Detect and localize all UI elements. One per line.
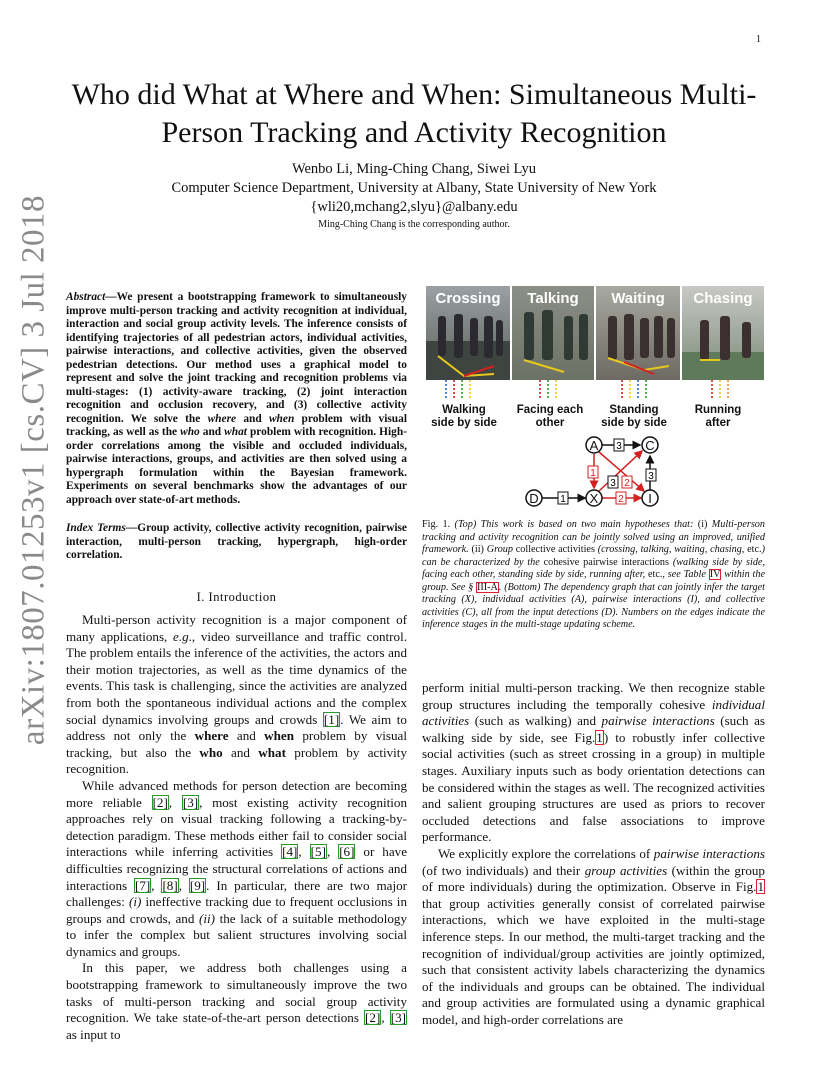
table-link[interactable]: IV: [709, 569, 721, 580]
abstract-who: who: [180, 426, 200, 438]
dependency-graph: [526, 437, 658, 506]
paragraph: perform initial multi-person tracking. We then recognize stable group structures including the temporally cohesive individual activities (such as walking) and pairwise interactions (such as walking side by side, see Fig.1) to robustly infer collective social activities (such as street crossing in a group) in multiple stages. Auxiliary inputs such as body orientation detections can be considered within the stages as well. The recognized activities and salient grouping structures are used as priors to recover occluded detections and false associations to improve performance.: [422, 680, 765, 845]
activity-label: Walking: [442, 404, 486, 416]
section-link[interactable]: III-A: [476, 581, 498, 593]
citation-link[interactable]: [9]: [189, 877, 206, 893]
abstract: [66, 291, 407, 507]
abstract-lead: Abstract: [66, 291, 106, 303]
panel-title: Chasing: [693, 290, 753, 307]
activity-label: Running: [694, 404, 742, 416]
abstract-and: and: [236, 412, 269, 425]
edge-label: 3: [616, 441, 622, 452]
figure-caption: Fig. 1. (Top) This work is based on two main hypotheses that: (i) Multi-person tracking and activity recognition can be jointly solved using an improved, unified framework. (ii) Group collective activities (crossing, talking, waiting, chasing, etc.) can be characterized by the cohesive pairwise interactions (walking side by side, facing each other, standing side by side, running after, etc., see Table IV within the group. See § III-A. (Bottom) The dependency graph that can jointly infer the target tracking (X), individual activities (A), pairwise interactions (I), and collective activities (C), all from the input detections (D). Numbers on the edges indicate the inference stages in the multi-stage updating scheme.: [422, 519, 766, 630]
introduction-text: [66, 612, 407, 1043]
citation-link[interactable]: [3]: [390, 1010, 406, 1026]
edge-label: 2: [624, 478, 630, 489]
paragraph: In this paper, we address both challenges using a bootstrapping framework to simultaneously improve the two tasks of multi-person tracking and social group activity recognition. We take state-of-the-art person detections [2], [3] as input to: [66, 960, 407, 1042]
email: {wli20,mchang2,slyu}@albany.edu: [310, 199, 518, 215]
citation-link[interactable]: [5]: [310, 844, 326, 860]
abstract-when: when: [268, 412, 295, 425]
abstract-and: and: [199, 426, 225, 438]
page-number: 1: [756, 34, 761, 45]
edge-label: 2: [618, 494, 624, 505]
edge-label: 3: [648, 471, 654, 482]
author-block: [60, 160, 768, 217]
figure-link[interactable]: 1: [596, 729, 603, 745]
dotted-arrows: [446, 380, 728, 398]
index-terms-lead: Index Terms: [66, 522, 126, 534]
node-A: A: [589, 438, 599, 453]
affiliation: Computer Science Department, University at Albany, State University of New York: [171, 180, 657, 196]
citation-link[interactable]: [2]: [365, 1010, 381, 1026]
panel-title: Talking: [527, 290, 579, 307]
edge-label: 1: [560, 494, 566, 505]
edge-label: 3: [610, 478, 616, 489]
edge-label: 1: [590, 468, 596, 479]
arxiv-identifier: arXiv:1807.01253v1 [cs.CV] 3 Jul 2018: [15, 194, 52, 746]
citation-link[interactable]: [3]: [182, 794, 199, 810]
node-I: I: [648, 491, 652, 506]
corresponding-note: Ming-Ching Chang is the corresponding author.: [318, 219, 510, 230]
figure-link[interactable]: 1: [757, 879, 764, 895]
citation-link[interactable]: [8]: [162, 877, 178, 893]
citation-link[interactable]: [4]: [282, 844, 298, 860]
activity-label: Facing each: [516, 404, 584, 416]
abstract-text: problem with recognition. High-order correlations among the visible and occluded individuals, pairwise interactions, groups, and activities are then solved using a hypergraph formulation within the Bayesian framework. Experiments on several benchmarks show the advantages of our approach over state-of-art methods.: [66, 426, 407, 506]
citation-link[interactable]: [7]: [134, 877, 151, 893]
index-terms-text: —Group activity, collective activity recognition, pairwise interaction, multi-person tracking, hypergraph, high-order correlation.: [66, 522, 407, 561]
paragraph: Multi-person activity recognition is a major component of many applications, e.g., video surveillance and traffic control. The problem entails the inference of the activities, the actors and their motion trajectories, as well as the time dynamics of the events. This task is challenging, since the activities are analyzed from both the spontaneous individual actions and the complex social dynamics involving groups and crowds [1]. We aim to address not only the where and when problem by visual tracking, but also the who and what problem by activity recognition.: [66, 612, 407, 777]
section-heading: I. Introduction: [196, 590, 277, 604]
activity-label: side by side: [601, 417, 667, 429]
abstract-text: —We present a bootstrapping framework to simultaneously improve multi-person tracking and activity recognition at individual, interaction and social group activity levels. The inference consists of identifying trajectories of all pedestrian actors, individual activities, pairwise interactions, and collective activities, given the observed pedestrian detections. Our method uses a graphical model to represent and solve the joint tracking and recognition problems via multi-stages: (1) activity-aware tracking, (2) joint interaction recognition and occlusion recovery, and (3) collective activity recognition. We solve the: [66, 291, 407, 425]
abstract-text: problem with visual tracking, as well as the: [66, 412, 407, 438]
right-column-text: [422, 680, 765, 1028]
panel-title: Crossing: [435, 290, 501, 307]
paragraph: We explicitly explore the correlations of pairwise interactions (of two individuals) and their group activities (within the group of more individuals) during the optimization. Observe in Fig.1 that group activities generally consist of correlated pairwise interactions, which we have exploited in the multi-stage inference steps. In our method, the multi-target tracking and the recognition of individual/group activities are jointly optimized, such that consistent activity labels characterizing the dynamics of the individuals and groups can be obtained. The individual and group activities are formulated using a dynamic graphical model, and high-order correlations are: [422, 845, 765, 1027]
paragraph: While advanced methods for person detection are becoming more reliable [2], [3], most existing activity recognition approaches rely on visual tracking following a tracking-by-detection paradigm. These methods either fail to consider social interactions while inferring activities [4], [5], [6] or have difficulties recognizing the structural correlations of actions and interactions [7], [8], [9]. In particular, there are two major challenges: (i) ineffective tracking due to frequent occlusions in groups and crowds, and (ii) the lack of a suitable methodology to infer the complex but salient structures involving social dynamics and groups.: [66, 777, 408, 959]
activity-label: other: [535, 417, 565, 429]
node-C: C: [645, 438, 655, 453]
figure-1: [424, 286, 764, 516]
citation-link[interactable]: [1]: [323, 711, 340, 727]
citation-link[interactable]: [2]: [152, 794, 168, 810]
paper-title: Who did What at Where and When: Simultaneous Multi-Person Tracking and Activity Recognition: [71, 78, 757, 149]
index-terms: [66, 522, 407, 563]
authors: Wenbo Li, Ming-Ching Chang, Siwei Lyu: [291, 161, 537, 177]
panel-title: Waiting: [611, 290, 665, 307]
activity-label: Standing: [609, 404, 659, 416]
abstract-what: what: [224, 426, 247, 438]
activity-label: after: [705, 417, 731, 429]
node-D: D: [529, 491, 539, 506]
citation-link[interactable]: [6]: [339, 844, 355, 860]
abstract-where: where: [207, 412, 237, 425]
node-X: X: [589, 491, 599, 506]
activity-label: side by side: [431, 417, 497, 429]
